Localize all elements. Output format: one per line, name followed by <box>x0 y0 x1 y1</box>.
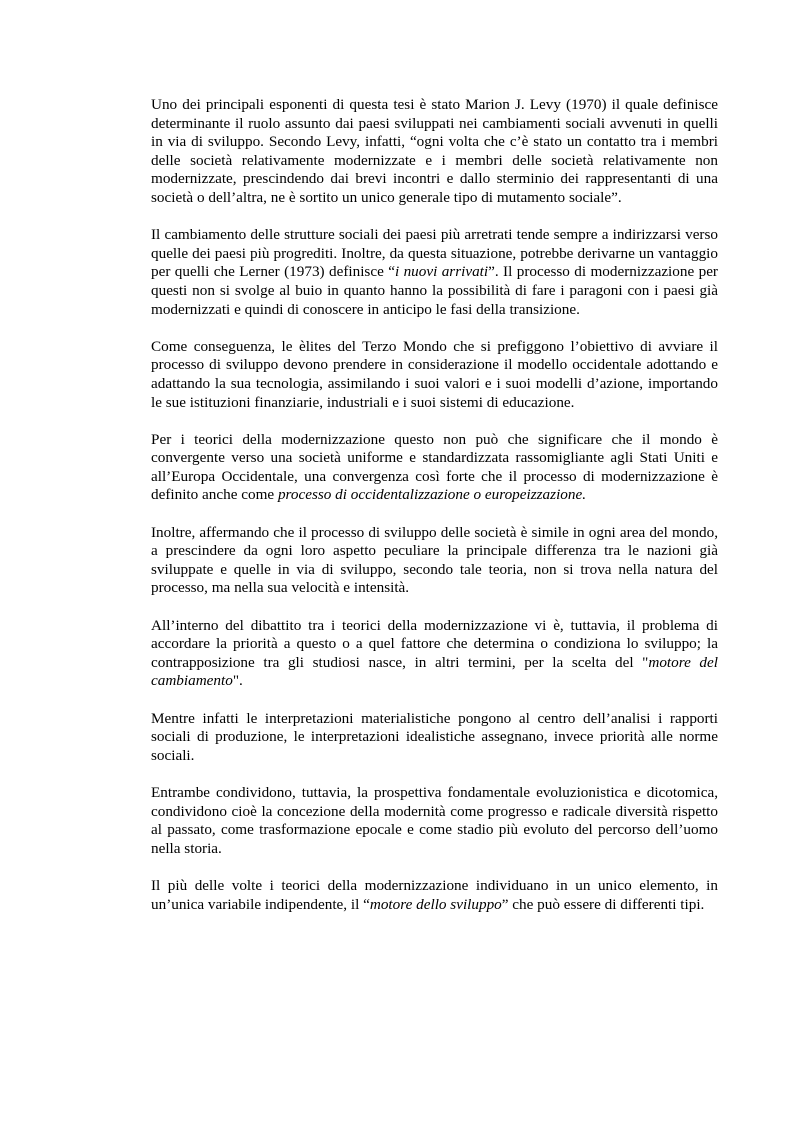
paragraph-9 <box>151 877 718 914</box>
paragraph-text: All’interno del dibattito tra i teorici della modernizzazione vi è, tuttavia, il problema di accordare la priorità a questo o a quel fattore che determina o condiziona lo sviluppo; la contrapposizione tra gli studiosi nasce, in altri termini, per la scelta del " <box>151 616 718 671</box>
paragraph-text: ” che può essere di differenti tipi. <box>501 895 705 913</box>
italic-phrase: i nuovi arrivati <box>394 263 489 281</box>
paragraph-text: Uno dei principali esponenti di questa tesi è stato Marion J. Levy (1970) il quale definisce determinante il ruolo assunto dai paesi sviluppati nei cambiamenti sociali avvenuti in quelli in via di sviluppo. Secondo Levy, infatti, “ogni volta che c’è stato un contatto tra i membri delle società relativamente modernizzate e i membri delle società relativamente non modernizzate, prescindendo dai brevi incontri e dallo sterminio dei rappresentanti di una società o dell’altra, ne è sortito un unico generale tipo di mutamento sociale”. <box>151 96 718 206</box>
paragraph-3 <box>151 338 718 412</box>
paragraph-2 <box>151 226 718 319</box>
paragraph-text: Per i teorici della modernizzazione questo non può che significare che il mondo è convergente verso una società uniforme e standardizzata rassomigliante agli Stati Uniti e all’Europa Occidentale, una convergenza così forte che il processo di modernizzazione è definito anche come <box>151 430 718 504</box>
document-page <box>151 96 718 933</box>
italic-phrase: motore dello sviluppo <box>369 895 502 913</box>
paragraph-text: Come conseguenza, le èlites del Terzo Mondo che si prefiggono l’obiettivo di avviare il processo di sviluppo devono prendere in considerazione il modello occidentale adottando e adattando la sua tecnologia, assimilando i suoi valori e i suoi modelli d’azione, importando le sue istituzioni finanziarie, industriali e i suoi sistemi di educazione. <box>151 337 718 411</box>
paragraph-text: Entrambe condividono, tuttavia, la prospettiva fondamentale evoluzionistica e dicotomica, condividono cioè la concezione della modernità come progresso e radicale diversità rispetto al passato, come trasformazione epocale e come stadio più evoluto del percorso dell’uomo nella storia. <box>151 783 718 857</box>
paragraph-1 <box>151 96 718 208</box>
italic-phrase: processo di occidentalizzazione o europeizzazione. <box>277 486 587 504</box>
italic-phrase: motore del cambiamento <box>151 653 718 690</box>
paragraph-6 <box>151 617 718 691</box>
paragraph-8 <box>151 784 718 858</box>
paragraph-text: Il cambiamento delle strutture sociali dei paesi più arretrati tende sempre a indirizzarsi verso quelle dei paesi più progrediti. Inoltre, da questa situazione, potrebbe derivarne un vantaggio per quelli che Lerner (1973) definisce “ <box>151 226 718 281</box>
paragraph-7 <box>151 710 718 766</box>
paragraph-4 <box>151 431 718 505</box>
paragraph-text: Il più delle volte i teorici della modernizzazione individuano in un unico elemento, in un’unica variabile indipendente, il “ <box>151 876 718 913</box>
paragraph-text: Mentre infatti le interpretazioni materialistiche pongono al centro dell’analisi i rapporti sociali di produzione, le interpretazioni idealistiche assegnano, invece priorità alle norme sociali. <box>151 709 718 764</box>
paragraph-5 <box>151 524 718 598</box>
paragraph-text: Inoltre, affermando che il processo di sviluppo delle società è simile in ogni area del mondo, a prescindere da ogni loro aspetto peculiare la principale differenza tra le nazioni già sviluppate e quelle in via di sviluppo, secondo tale teoria, non si trova nella natura del processo, ma nella sua velocità e intensità. <box>151 523 718 597</box>
paragraph-text: ". <box>232 672 243 690</box>
paragraph-text: ”. Il processo di modernizzazione per questi non si svolge al buio in quanto hanno la possibilità di fare i paragoni con i paesi già modernizzati e quindi di conoscere in anticipo le fasi della transizione. <box>151 263 718 318</box>
